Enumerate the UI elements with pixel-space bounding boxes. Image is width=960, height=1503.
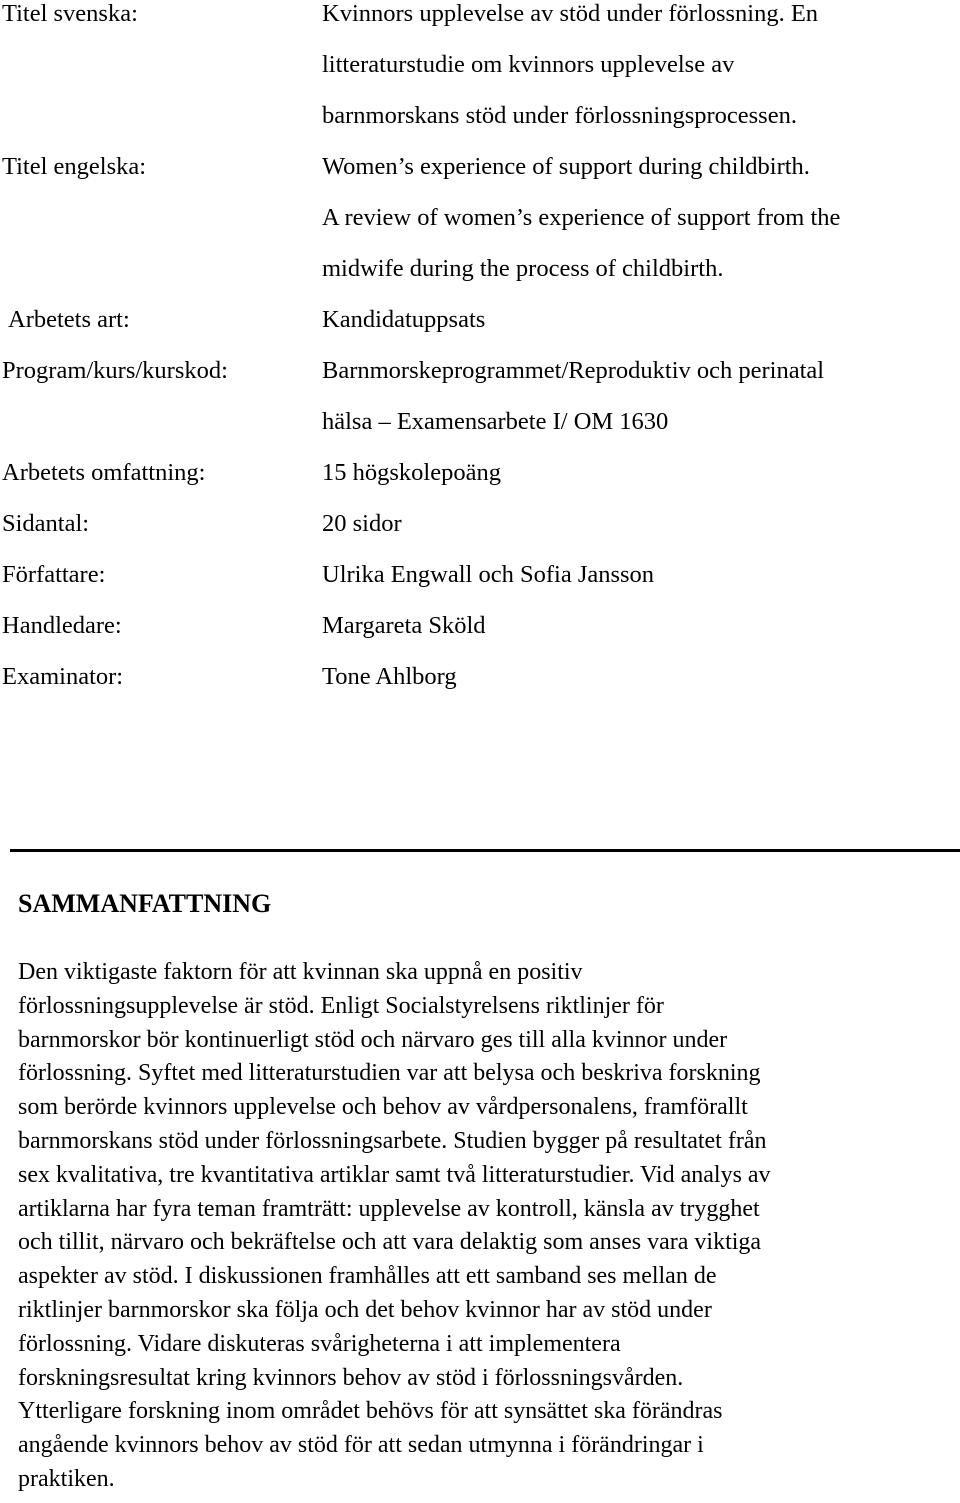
authors-value: Ulrika Engwall och Sofia Jansson <box>322 561 655 588</box>
examiner-value: Tone Ahlborg <box>322 663 457 690</box>
summary-line: sex kvalitativa, tre kvantitativa artiklar samt två litteraturstudier. Vid analys av <box>18 1161 771 1188</box>
summary-line: praktiken. <box>18 1465 115 1492</box>
summary-heading: SAMMANFATTNING <box>18 889 272 918</box>
meta-row-title-swedish <box>0 0 960 141</box>
title-swedish-line: Kvinnors upplevelse av stöd under förlossning. En <box>322 0 819 27</box>
meta-row-program <box>0 345 960 447</box>
meta-value-title-swedish <box>322 0 958 141</box>
summary-line: som berörde kvinnors upplevelse och behov av vårdpersonalens, framförallt <box>18 1094 748 1121</box>
meta-value-work-type <box>322 294 958 345</box>
meta-label-pages: Sidantal: <box>2 510 90 537</box>
summary-line: barnmorskor bör kontinuerligt stöd och närvaro ges till alla kvinnor under <box>18 1026 728 1053</box>
meta-value-title-english <box>322 141 958 294</box>
meta-value-authors <box>322 549 958 600</box>
pages-value: 20 sidor <box>322 510 402 537</box>
meta-label-work-type: Arbetets art: <box>8 306 130 333</box>
meta-label-title-swedish: Titel svenska: <box>2 0 138 27</box>
meta-label-authors: Författare: <box>2 561 106 588</box>
meta-label-supervisor: Handledare: <box>2 612 122 639</box>
meta-row-work-type <box>0 294 960 345</box>
section-divider <box>10 849 960 852</box>
summary-line: angående kvinnors behov av stöd för att sedan utmynna i förändringar i <box>18 1432 704 1459</box>
summary-line: förlossning. Syftet med litteraturstudien var att belysa och beskriva forskning <box>18 1060 761 1087</box>
title-english-line: midwife during the process of childbirth. <box>322 255 724 282</box>
thesis-metadata <box>0 0 960 702</box>
meta-label-program: Program/kurs/kurskod: <box>2 357 228 384</box>
title-swedish-line: litteraturstudie om kvinnors upplevelse av <box>322 51 735 78</box>
summary-line: barnmorskans stöd under förlossningsarbete. Studien bygger på resultatet från <box>18 1127 767 1154</box>
summary-paragraph <box>18 956 953 1497</box>
meta-value-pages <box>322 498 958 549</box>
meta-row-authors <box>0 549 960 600</box>
summary-line: forskningsresultat kring kvinnors behov av stöd i förlossningsvården. <box>18 1364 684 1391</box>
summary-line: Den viktigaste faktorn för att kvinnan ska uppnå en positiv <box>18 959 583 985</box>
title-english-line: Women’s experience of support during childbirth. <box>322 153 810 180</box>
meta-row-supervisor <box>0 600 960 651</box>
meta-row-scope <box>0 447 960 498</box>
meta-label-title-english: Titel engelska: <box>2 153 147 180</box>
summary-line: och tillit, närvaro och bekräftelse och att vara delaktig som anses vara viktiga <box>18 1229 762 1256</box>
program-line: hälsa – Examensarbete I/ OM 1630 <box>322 408 669 435</box>
supervisor-value: Margareta Sköld <box>322 612 486 639</box>
title-swedish-line: barnmorskans stöd under förlossningsprocessen. <box>322 102 797 129</box>
summary-line: förlossningsupplevelse är stöd. Enligt Socialstyrelsens riktlinjer för <box>18 992 664 1019</box>
summary-line: förlossning. Vidare diskuteras svårigheterna i att implementera <box>18 1330 621 1357</box>
meta-value-examiner <box>322 651 958 702</box>
work-type-value: Kandidatuppsats <box>322 306 486 333</box>
meta-value-scope <box>322 447 958 498</box>
meta-label-scope: Arbetets omfattning: <box>2 459 206 486</box>
title-english-line: A review of women’s experience of support from the <box>322 204 841 231</box>
program-line: Barnmorskeprogrammet/Reproduktiv och perinatal <box>322 357 825 384</box>
scope-value: 15 högskolepoäng <box>322 459 501 486</box>
meta-row-title-english <box>0 141 960 294</box>
summary-line: riktlinjer barnmorskor ska följa och det behov kvinnor har av stöd under <box>18 1296 712 1323</box>
summary-line: artiklarna har fyra teman framträtt: upplevelse av kontroll, känsla av trygghet <box>18 1195 760 1222</box>
summary-line: Ytterligare forskning inom området behövs för att synsättet ska förändras <box>18 1398 723 1425</box>
meta-label-examiner: Examinator: <box>2 663 124 690</box>
meta-row-examiner <box>0 651 960 702</box>
summary-line: aspekter av stöd. I diskussionen framhålles att ett samband ses mellan de <box>18 1263 717 1290</box>
meta-value-program <box>322 345 958 447</box>
meta-value-supervisor <box>322 600 958 651</box>
meta-row-pages <box>0 498 960 549</box>
